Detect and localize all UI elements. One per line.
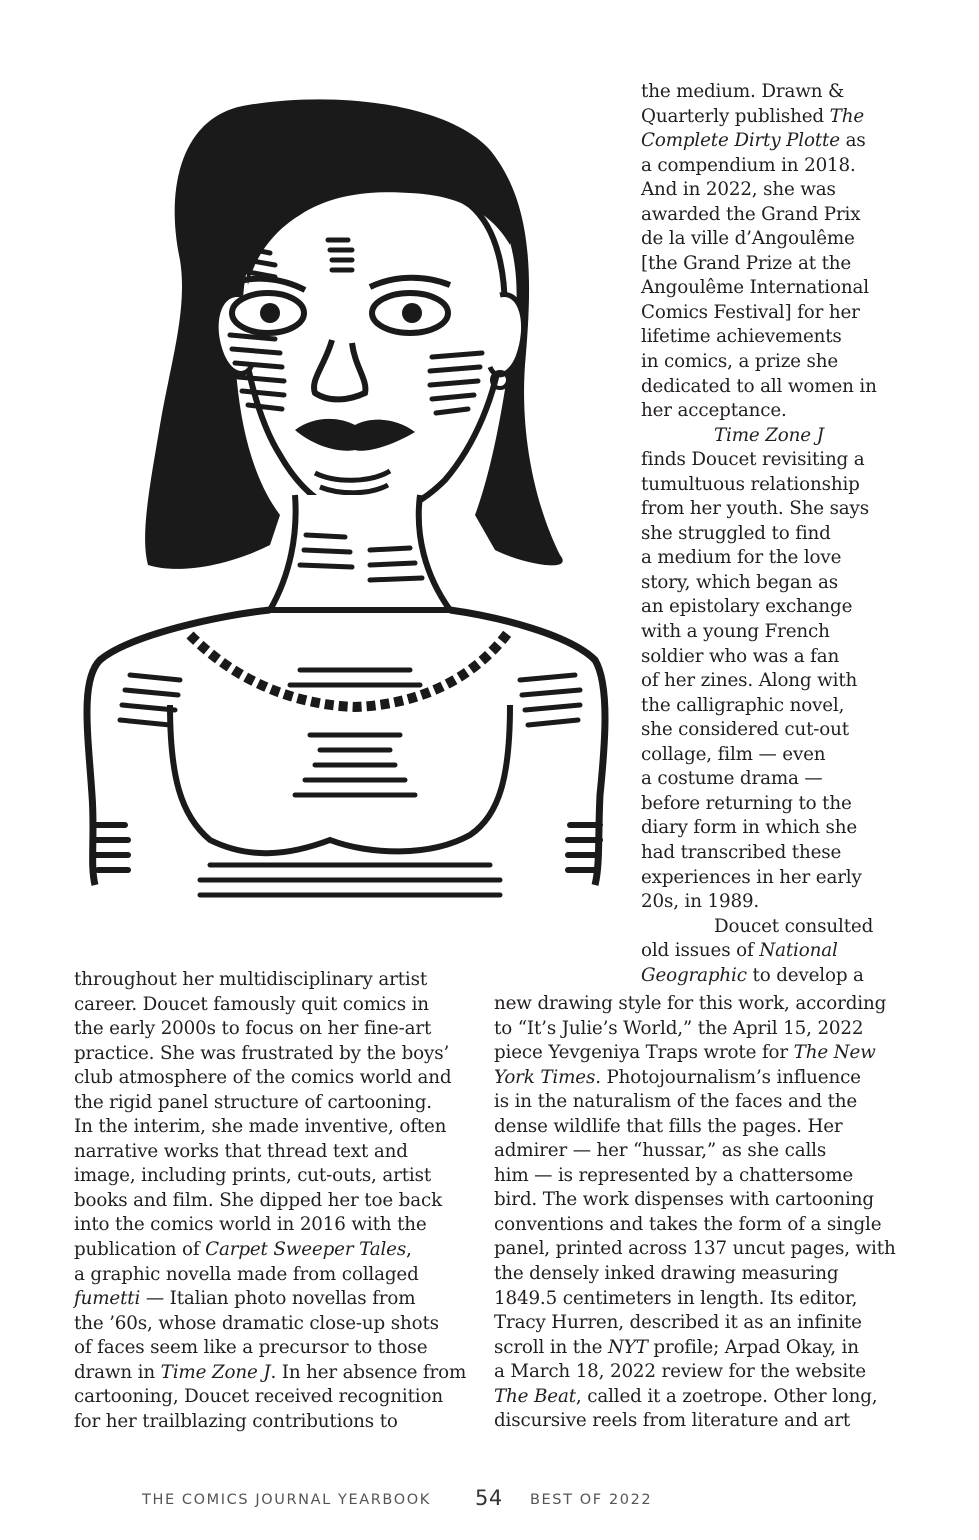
text-line: [641, 645, 877, 670]
text-segment: . Photojournalism’s influence: [595, 1066, 861, 1088]
text-segment: to “It’s Julie’s World,” the April 15, 2022: [494, 1017, 864, 1039]
text-line: [494, 1066, 896, 1091]
text-segment: as: [839, 130, 866, 152]
text-line: [74, 1115, 466, 1140]
text-line: [641, 571, 877, 596]
text-segment: discursive reels from literature and art: [494, 1410, 851, 1432]
italic-title: The Beat: [494, 1385, 576, 1407]
text-segment: her acceptance.: [641, 400, 787, 422]
text-segment: cartooning, Doucet received recognition: [74, 1386, 443, 1408]
text-segment: a March 18, 2022 review for the website: [494, 1361, 866, 1383]
text-segment: a medium for the love: [641, 547, 842, 569]
text-segment: Doucet consulted: [714, 915, 874, 937]
right-pupil: [402, 303, 422, 323]
text-segment: narrative works that thread text and: [74, 1140, 408, 1162]
text-segment: of her zines. Along with: [641, 670, 858, 692]
text-line: [641, 252, 877, 277]
text-segment: Tracy Hurren, described it as an infinite: [494, 1312, 862, 1334]
text-line: [494, 1115, 896, 1140]
text-segment: for her trailblazing contributions to: [74, 1410, 398, 1432]
text-segment: is in the naturalism of the faces and the: [494, 1091, 858, 1113]
text-line: [641, 178, 877, 203]
text-line: [641, 227, 877, 252]
text-column-right-bottom: [494, 992, 896, 1434]
text-column-left-bottom: [74, 968, 466, 1434]
text-line: [641, 301, 877, 326]
text-segment: into the comics world in 2016 with the: [74, 1214, 427, 1236]
text-line: [74, 1164, 466, 1189]
text-segment: him — is represented by a chattersome: [494, 1164, 854, 1186]
text-segment: Quarterly published: [641, 105, 830, 127]
chest-hatching: [120, 670, 580, 895]
text-segment: 1849.5 centimeters in length. Its editor,: [494, 1287, 858, 1309]
text-line: [74, 993, 466, 1018]
text-line: [641, 203, 877, 228]
text-segment: books and film. She dipped her toe back: [74, 1189, 442, 1211]
text-line: [641, 424, 877, 449]
text-segment: career. Doucet famously quit comics in: [74, 993, 429, 1015]
text-segment: with a young French: [641, 621, 830, 643]
text-segment: In the interim, she made inventive, often: [74, 1116, 447, 1138]
text-segment: story, which began as: [641, 571, 838, 593]
text-line: [641, 154, 877, 179]
italic-title: NYT: [607, 1336, 648, 1358]
text-segment: finds Doucet revisiting a: [641, 449, 865, 471]
italic-title: National: [759, 940, 838, 962]
text-segment: she considered cut-out: [641, 719, 849, 741]
italic-title: Complete Dirty Plotte: [641, 130, 840, 152]
text-segment: , called it a zoetrope. Other long,: [575, 1385, 878, 1407]
text-segment: drawn in: [74, 1361, 161, 1383]
text-segment: profile; Arpad Okay, in: [647, 1336, 859, 1358]
text-segment: the calligraphic novel,: [641, 694, 845, 716]
text-segment: she struggled to find: [641, 522, 831, 544]
text-line: [641, 325, 877, 350]
text-line: [641, 890, 877, 915]
neck: [270, 495, 450, 610]
text-segment: a costume drama —: [641, 768, 823, 790]
text-segment: had transcribed these: [641, 841, 842, 863]
text-line: [641, 546, 877, 571]
woodcut-portrait-woman-illustration: [70, 95, 630, 925]
text-line: [494, 1287, 896, 1312]
text-segment: soldier who was a fan: [641, 645, 840, 667]
left-pupil: [260, 303, 280, 323]
text-line: [494, 1213, 896, 1238]
text-line: [494, 1188, 896, 1213]
text-line: [494, 1090, 896, 1115]
text-segment: old issues of: [641, 940, 760, 962]
page-number: 54: [475, 1486, 503, 1510]
text-line: [641, 866, 877, 891]
text-segment: [the Grand Prize at the: [641, 252, 852, 274]
text-segment: scroll in the: [494, 1336, 608, 1358]
text-segment: from her youth. She says: [641, 498, 869, 520]
text-segment: dense wildlife that fills the pages. Her: [494, 1115, 843, 1137]
text-line: [494, 1041, 896, 1066]
italic-title: The: [829, 105, 864, 127]
text-line: [74, 1361, 466, 1386]
text-line: [641, 694, 877, 719]
text-line: [641, 522, 877, 547]
text-segment: the medium. Drawn &: [641, 81, 845, 102]
text-segment: panel, printed across 137 uncut pages, with: [494, 1238, 896, 1260]
text-line: [641, 375, 877, 400]
text-line: [641, 669, 877, 694]
italic-title: Carpet Sweeper Tales: [205, 1239, 407, 1261]
text-segment: Comics Festival] for her: [641, 301, 860, 323]
italic-title: Geographic: [641, 964, 747, 986]
text-segment: awarded the Grand Prix: [641, 203, 861, 225]
text-segment: And in 2022, she was: [641, 179, 836, 201]
text-segment: the early 2000s to focus on her fine-art: [74, 1018, 432, 1040]
text-line: [641, 105, 877, 130]
italic-title: fumetti: [74, 1288, 141, 1310]
text-line: [641, 129, 877, 154]
text-segment: an epistolary exchange: [641, 596, 853, 618]
text-line: [74, 1238, 466, 1263]
text-segment: new drawing style for this work, according: [494, 993, 887, 1014]
text-line: [494, 1336, 896, 1361]
text-segment: the rigid panel structure of cartooning.: [74, 1091, 432, 1113]
text-line: [74, 1042, 466, 1067]
text-segment: ,: [406, 1239, 412, 1261]
text-line: [641, 767, 877, 792]
text-line: [641, 595, 877, 620]
text-line: [74, 1091, 466, 1116]
text-segment: dedicated to all women in: [641, 375, 877, 397]
text-line: [74, 1312, 466, 1337]
text-line: [494, 1237, 896, 1262]
text-segment: image, including prints, cut-outs, artist: [74, 1165, 432, 1187]
face-shape: [240, 181, 505, 516]
text-line: [641, 448, 877, 473]
text-line: [641, 620, 877, 645]
text-line: [641, 80, 877, 105]
text-line: [74, 1336, 466, 1361]
text-line: [494, 1385, 896, 1410]
footer-journal-title: THE COMICS JOURNAL YEARBOOK: [142, 1492, 431, 1508]
text-segment: tumultuous relationship: [641, 473, 860, 495]
text-segment: — Italian photo novellas from: [140, 1288, 416, 1310]
italic-title: Time Zone J: [160, 1361, 271, 1383]
text-segment: to develop a: [746, 964, 864, 986]
text-line: [494, 1409, 896, 1434]
text-segment: the densely inked drawing measuring: [494, 1263, 839, 1285]
text-segment: experiences in her early: [641, 866, 862, 888]
text-line: [641, 399, 877, 424]
text-line: [494, 1139, 896, 1164]
text-line: [641, 964, 877, 989]
footer-section-title: BEST OF 2022: [530, 1492, 653, 1508]
text-segment: of faces seem like a precursor to those: [74, 1337, 428, 1359]
text-line: [74, 1213, 466, 1238]
text-segment: before returning to the: [641, 792, 852, 814]
text-segment: a compendium in 2018.: [641, 154, 856, 176]
text-line: [641, 718, 877, 743]
text-segment: club atmosphere of the comics world and: [74, 1067, 452, 1089]
text-line: [641, 743, 877, 768]
text-segment: bird. The work dispenses with cartooning: [494, 1189, 874, 1211]
text-line: [74, 1263, 466, 1288]
text-line: [641, 350, 877, 375]
text-line: [494, 1017, 896, 1042]
text-line: [74, 1066, 466, 1091]
text-segment: in comics, a prize she: [641, 351, 839, 373]
text-segment: piece Yevgeniya Traps wrote for: [494, 1042, 794, 1064]
text-line: [494, 1262, 896, 1287]
text-segment: de la ville d’Angoulême: [641, 228, 855, 250]
text-segment: a graphic novella made from collaged: [74, 1263, 419, 1285]
text-line: [74, 1385, 466, 1410]
text-line: [641, 792, 877, 817]
text-line: [74, 968, 466, 993]
text-segment: the ’60s, whose dramatic close-up shots: [74, 1312, 439, 1334]
text-segment: conventions and takes the form of a single: [494, 1213, 882, 1235]
text-line: [74, 1189, 466, 1214]
text-column-right-top: [641, 80, 877, 988]
text-line: [494, 1360, 896, 1385]
text-line: [641, 841, 877, 866]
text-line: [494, 1164, 896, 1189]
text-line: [641, 816, 877, 841]
text-segment: publication of: [74, 1239, 206, 1261]
text-line: [494, 992, 896, 1017]
italic-title: The New: [793, 1042, 876, 1064]
text-line: [641, 497, 877, 522]
text-line: [494, 1311, 896, 1336]
text-line: [74, 1287, 466, 1312]
italic-title: York Times: [494, 1066, 596, 1088]
text-line: [641, 473, 877, 498]
text-line: [641, 939, 877, 964]
text-segment: . In her absence from: [270, 1361, 467, 1383]
text-segment: collage, film — even: [641, 743, 826, 765]
text-segment: diary form in which she: [641, 817, 858, 839]
text-line: [641, 915, 877, 940]
italic-title: Time Zone J: [714, 424, 824, 446]
text-segment: admirer — her “hussar,” as she calls: [494, 1140, 827, 1162]
text-segment: throughout her multidisciplinary artist: [74, 969, 428, 990]
text-line: [641, 276, 877, 301]
text-segment: practice. She was frustrated by the boys’: [74, 1042, 450, 1064]
text-line: [74, 1410, 466, 1435]
text-line: [74, 1017, 466, 1042]
text-segment: Angoulême International: [641, 277, 869, 299]
text-line: [74, 1140, 466, 1165]
text-segment: lifetime achievements: [641, 326, 842, 348]
text-segment: 20s, in 1989.: [641, 891, 760, 913]
